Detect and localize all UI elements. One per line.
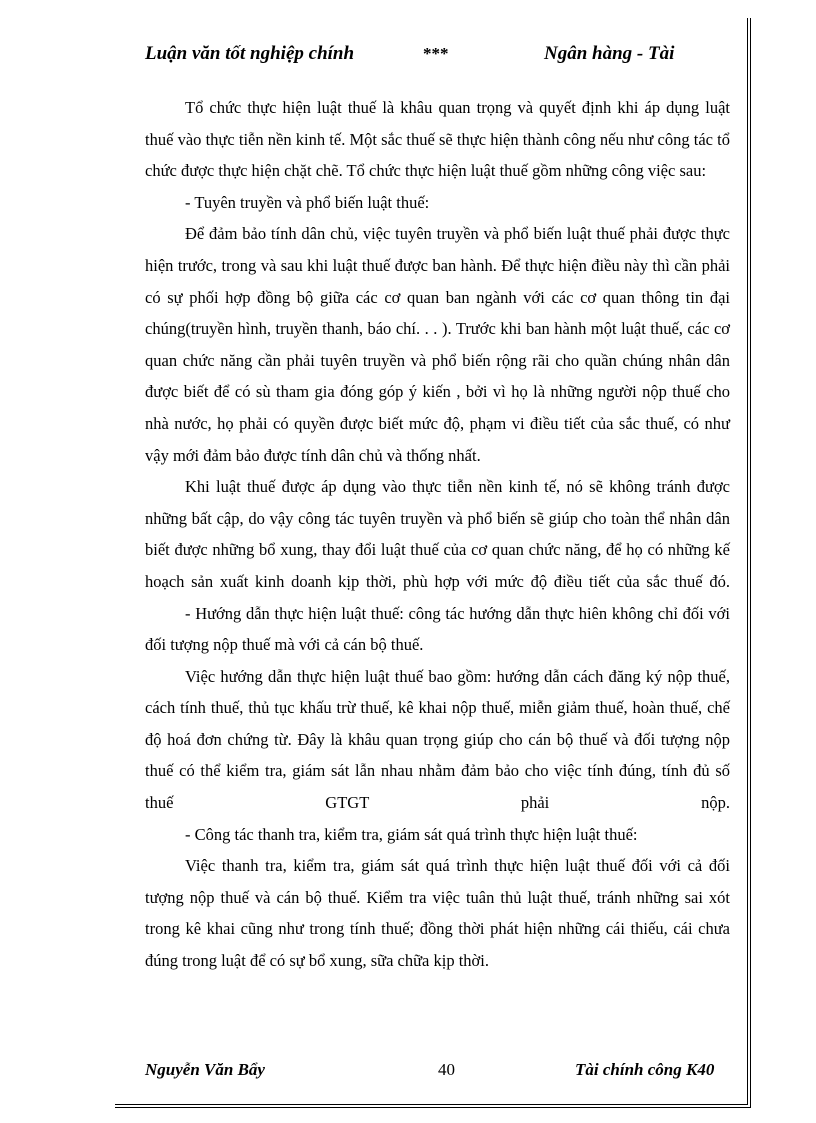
- paragraph-intro: Tổ chức thực hiện luật thuế là khâu quan trọng và quyết định khi áp dụng luật thuế vào thực tiễn nền kinh tế. Một sắc thuế sẽ thực hiện thành công nếu như công tác tổ chức được thực hiện chặt chẽ. Tổ chức thực hiện luật thuế gồm những công việc sau:: [145, 98, 730, 181]
- list-item-propaganda: - Tuyên truyền và phổ biến luật thuế:: [185, 192, 430, 212]
- header-department: Ngân hàng - Tài: [544, 43, 675, 64]
- paragraph-democracy: Để đảm bảo tính dân chủ, việc tuyên truyền và phổ biến luật thuế phải được thực hiện trước, trong và sau khi luật thuế được ban hành. Để thực hiện điều này thì cần phải có sự phối hợp đồng bộ giữa các cơ quan ban ngành với các cơ quan thông tin đại chúng(truyền hình, truyền thanh, báo chí. . . ). Trước khi ban hành một luật thuế, các cơ quan chức năng cần phải tuyên truyền và phổ biến rộng rãi cho quần chúng nhân dân được biết để có sù tham gia đóng góp ý kiến , bởi vì họ là những người nộp thuế cho nhà nước, họ phải có quyền được biết mức độ, phạm vi điều tiết của sắc thuế, có như vậy mới đảm bảo được tính dân chủ và thống nhất.: [145, 224, 730, 465]
- document-body: [145, 92, 730, 977]
- paragraph-application: Khi luật thuế được áp dụng vào thực tiễn nền kinh tế, nó sẽ không tránh được những bất cập, do vậy công tác tuyên truyền và phổ biến sẽ giúp cho toàn thể nhân dân biết được những bổ xung, thay đổi luật thuế của cơ quan chức năng, để họ có những kế hoạch sản xuất kinh doanh kịp thời, phù hợp với mức độ điều tiết của sắc thuế đó.: [145, 477, 730, 591]
- page-number: 40: [438, 1060, 455, 1079]
- list-item-inspection: - Công tác thanh tra, kiểm tra, giám sát quá trình thực hiện luật thuế:: [185, 824, 638, 844]
- footer-class: Tài chính công K40: [575, 1060, 715, 1079]
- header-thesis-title: Luận văn tốt nghiệp chính: [145, 43, 355, 64]
- list-item-guidance: - Hướng dẫn thực hiện luật thuế: công tác hướng dẫn thực hiên không chỉ đối với đối tượng nộp thuế mà với cả cán bộ thuế.: [145, 603, 730, 655]
- paragraph-inspection-detail: Việc thanh tra, kiểm tra, giám sát quá trình thực hiện luật thuế đối với cả đối tượng nộp thuế và cán bộ thuế. Kiểm tra việc tuân thủ luật thuế, tránh những sai xót trong kê khai cũng như trong tính thuế; đồng thời phát hiện những cái thiếu, cái chưa đúng trong luật để có sự bổ xung, sữa chữa kịp thời.: [145, 856, 730, 971]
- header-separator: ***: [423, 44, 449, 63]
- paragraph-guidance-detail: Việc hướng dẫn thực hiện luật thuế bao gồm: hướng dẫn cách đăng ký nộp thuế, cách tính thuế, thủ tục khấu trừ thuế, kê khai nộp thuế, miễn giảm thuế, hoàn thuế, chế độ hoá đơn chứng từ. Đây là khâu quan trọng giúp cho cán bộ thuế và đối tượng nộp thuế có thể kiểm tra, giám sát lẫn nhau nhằm đảm bảo cho việc tính đúng, tính đủ số thuế GTGT phải nộp.: [145, 666, 730, 813]
- footer-author: Nguyễn Văn Bẩy: [145, 1060, 265, 1079]
